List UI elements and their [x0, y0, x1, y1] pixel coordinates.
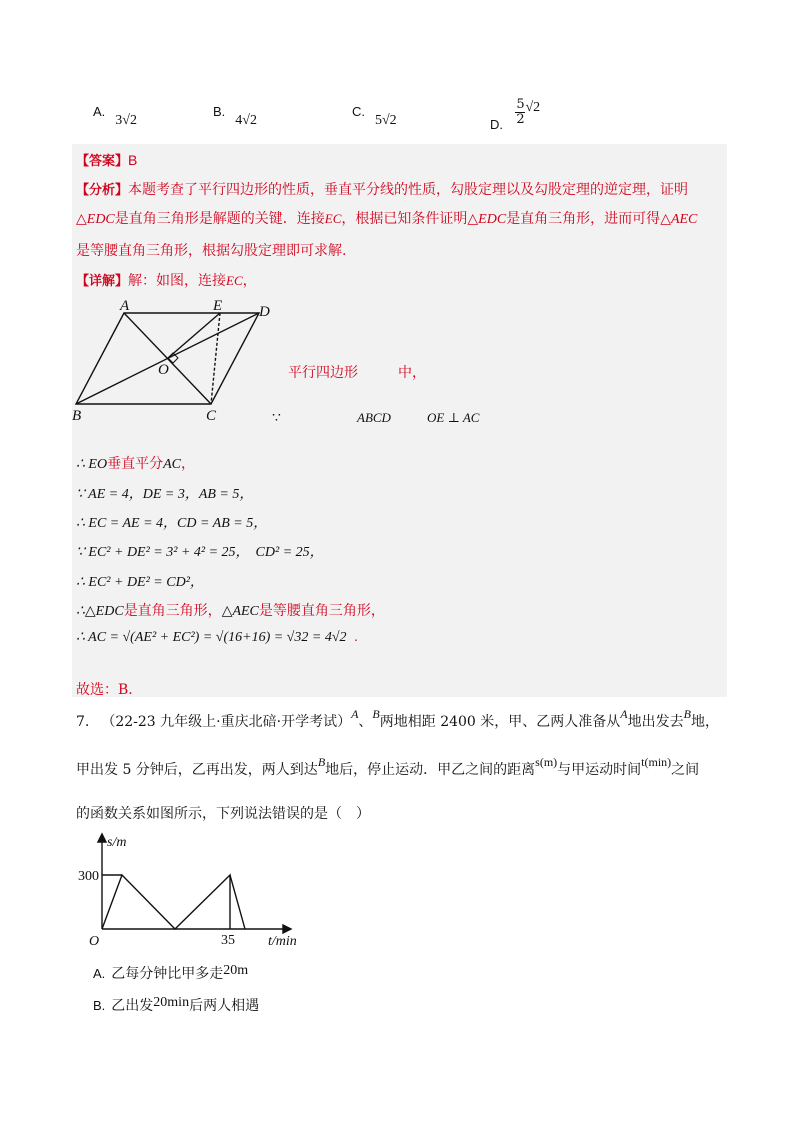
graph-ylabel: s/m [107, 835, 127, 850]
option-b-label: B. [213, 104, 226, 119]
graph-xtick: 35 [221, 933, 235, 948]
option-a [93, 104, 137, 128]
option-d-root: √2 [525, 99, 541, 115]
option-c [352, 104, 397, 128]
question-line-2: 甲出发 5 分钟后，乙再出发，两人到达B地后，停止运动．甲乙之间的距离s(m)与甲运动时间t(min)之间 [76, 755, 700, 778]
question-line-3: 的函数关系如图所示，下列说法错误的是（ ） [76, 806, 370, 822]
option-b [213, 104, 257, 128]
graph-xlabel: t/min [268, 934, 297, 949]
oe-perp-ac: OE ⊥ AC [427, 410, 480, 425]
choice-a: A. 乙每分钟比甲多走20m [93, 963, 249, 982]
label-d: D [259, 304, 270, 320]
question-line-1: 7. （22-23 九年级上·重庆北碚·开学考试）A、B两地相距 2400 米，甲、乙两人准备从A地出发去B地， [76, 707, 719, 730]
analysis-tag: 【分析】 [76, 183, 129, 198]
label-b: B [72, 408, 82, 424]
option-b-value: 4√2 [235, 113, 257, 128]
detail-intro: 【详解】解：如图，连接EC， [76, 273, 257, 289]
step-3: ∴ EC = AE = 4，CD = AB = 5， [76, 516, 268, 531]
analysis-line-1: 【分析】本题考查了平行四边形的性质，垂直平分线的性质，勾股定理以及勾股定理的逆定理，证明 [76, 182, 689, 198]
step-1: ∴ EO垂直平分AC， [76, 456, 195, 472]
conclusion: 故选：B. [76, 682, 133, 698]
label-o: O [158, 362, 169, 378]
option-d-den: 2 [516, 112, 525, 127]
answer-tag: 【答案】 [76, 154, 129, 169]
option-d-fraction [515, 98, 525, 127]
option-c-label: C. [352, 104, 365, 119]
answer-line [76, 150, 137, 169]
label-e: E [213, 298, 223, 314]
option-c-value: 5√2 [375, 113, 397, 128]
step-7: ∴ AC = √(AE² + EC²) = √(16+16) = √32 = 4√2 . [76, 630, 358, 645]
option-a-label: A. [93, 104, 106, 119]
graph-ytick: 300 [78, 869, 99, 884]
answer-value: B [128, 152, 138, 168]
graph-origin: O [89, 934, 100, 949]
because-symbol: ∵ [272, 410, 281, 426]
option-a-value: 3√2 [115, 113, 137, 128]
step-2: ∵ AE = 4，DE = 3，AB = 5， [76, 487, 254, 502]
option-d-label: D. [490, 116, 503, 132]
abcd-label: ABCD [357, 410, 391, 425]
analysis-line-2: △EDC是直角三角形是解题的关键．连接EC，根据已知条件证明△EDC是直角三角形，进而可得△AEC [76, 211, 698, 227]
distance-time-graph [75, 832, 310, 952]
step-4: ∵ EC² + DE² = 3² + 4² = 25， CD² = 25， [76, 545, 324, 560]
step-6: ∴△EDC是直角三角形，△AEC是等腰直角三角形， [76, 603, 385, 619]
para-text-1: 平行四边形 [288, 365, 358, 381]
label-a: A [120, 298, 130, 314]
choice-b: B. 乙出发20min后两人相遇 [93, 995, 260, 1014]
option-d-num: 5 [516, 97, 525, 112]
parallelogram-figure [70, 298, 280, 428]
para-text-2: 中， [398, 365, 426, 381]
analysis-line-3: 是等腰直角三角形，根据勾股定理即可求解. [76, 243, 347, 259]
step-5: ∴ EC² + DE² = CD²， [76, 575, 204, 590]
label-c: C [206, 408, 217, 424]
option-d [490, 97, 541, 132]
detail-tag: 【详解】 [76, 274, 129, 289]
